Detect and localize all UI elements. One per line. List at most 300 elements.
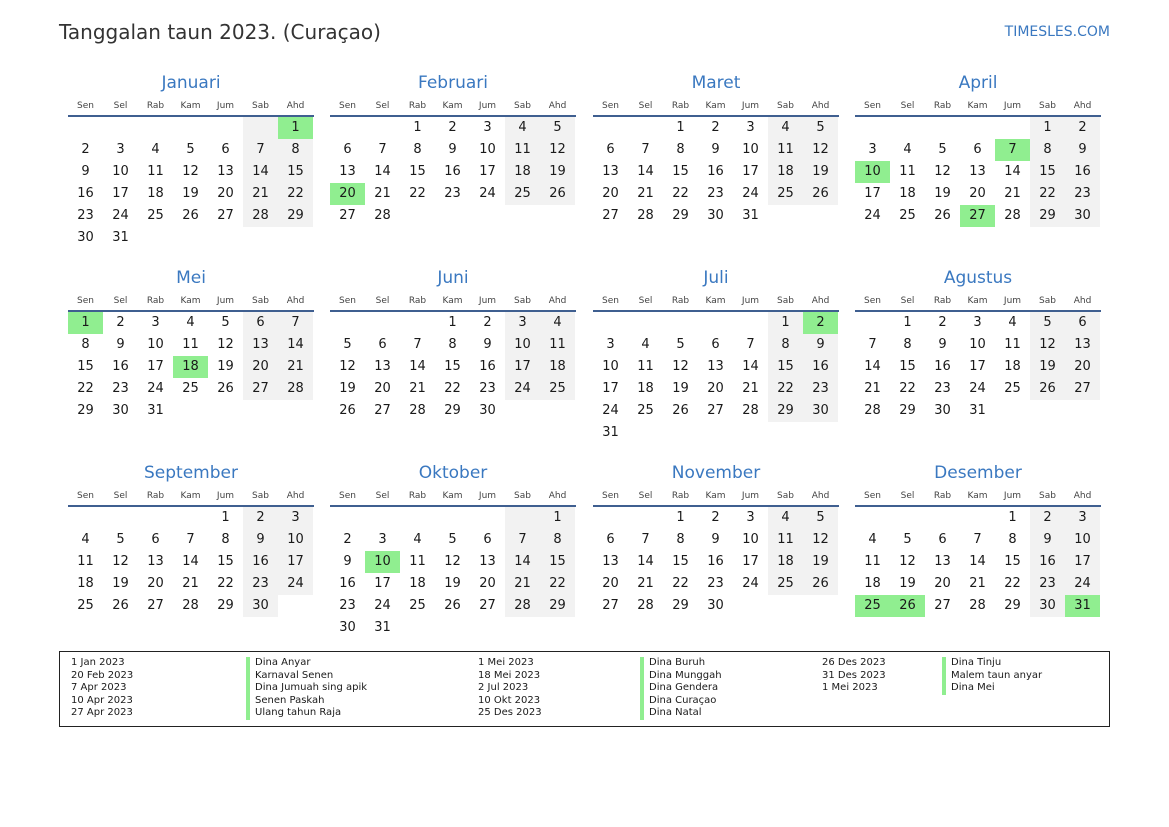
weekday-label: Kam (967, 491, 988, 501)
weekday-label: Ahd (1073, 491, 1092, 501)
day-cell: 30 (1030, 595, 1065, 617)
weekday-label: Sab (252, 491, 269, 501)
empty-cell (470, 507, 505, 529)
month-name: Mei (176, 268, 206, 288)
week-row (330, 334, 576, 356)
day-cell: 26 (672, 403, 689, 418)
week-row (855, 529, 1101, 551)
day-cell: 26 (934, 208, 951, 223)
week-row (593, 595, 839, 617)
weekday-label: Sen (339, 491, 356, 501)
legend-date: 10 Okt 2023 (478, 694, 541, 706)
weekday-label: Sel (638, 101, 653, 111)
day-cell: 23 (707, 186, 724, 201)
month-days (330, 117, 576, 227)
month-november (593, 462, 839, 617)
day-cell: 9 (1065, 139, 1100, 161)
day-cell: 3 (606, 337, 615, 352)
day-cell: 25 (505, 183, 540, 205)
day-cell: 13 (339, 164, 356, 179)
day-cell: 12 (934, 164, 951, 179)
week-row (330, 617, 576, 639)
day-cell: 16 (479, 359, 496, 374)
weekday-label: Sab (252, 101, 269, 111)
legend-holiday-name: Senen Paskah (246, 695, 367, 708)
day-cell: 13 (969, 164, 986, 179)
day-cell: 9 (711, 532, 720, 547)
day-cell: 28 (864, 403, 881, 418)
day-cell: 29 (768, 400, 803, 422)
day-cell: 20 (479, 576, 496, 591)
day-cell: 23 (803, 378, 838, 400)
empty-cell (243, 227, 278, 249)
day-cell: 4 (903, 142, 912, 157)
day-cell: 13 (602, 554, 619, 569)
day-cell: 14 (637, 164, 654, 179)
weekday-label: Sen (864, 101, 881, 111)
day-cell: 10 (479, 142, 496, 157)
weekday-header (593, 101, 839, 117)
weekday-label: Rab (671, 101, 690, 111)
weekday-label: Sel (113, 101, 128, 111)
day-cell: 22 (768, 378, 803, 400)
day-cell: 16 (339, 576, 356, 591)
day-cell: 27 (217, 208, 234, 223)
day-cell: 17 (969, 359, 986, 374)
day-cell: 3 (746, 510, 755, 525)
day-cell: 10 (147, 337, 164, 352)
day-cell: 27 (147, 598, 164, 613)
day-cell: 4 (413, 532, 422, 547)
day-cell: 21 (505, 573, 540, 595)
day-cell: 8 (1008, 532, 1017, 547)
holiday-cell: 27 (960, 205, 995, 227)
weekday-header (330, 101, 576, 117)
legend-holiday-name: Dina Jumuah sing apik (246, 682, 367, 695)
day-cell: 9 (448, 142, 457, 157)
week-row (68, 400, 314, 422)
legend-holiday-name: Dina Munggah (640, 670, 722, 683)
day-cell: 12 (182, 164, 199, 179)
day-cell: 16 (707, 164, 724, 179)
month-name: Januari (161, 73, 221, 93)
month-name: Februari (418, 73, 488, 93)
empty-cell (540, 400, 575, 422)
day-cell: 28 (637, 208, 654, 223)
legend-date: 10 Apr 2023 (71, 694, 133, 706)
day-cell: 15 (409, 164, 426, 179)
legend-holiday-name: Dina Mei (942, 682, 1042, 695)
month-days (68, 117, 314, 249)
empty-cell (330, 117, 365, 139)
empty-cell (733, 422, 768, 444)
weekday-label: Kam (180, 491, 201, 501)
day-cell: 24 (602, 403, 619, 418)
weekday-label: Ahd (811, 491, 830, 501)
legend-date: 1 Jan 2023 (71, 657, 125, 668)
day-cell: 12 (339, 359, 356, 374)
day-cell: 11 (409, 554, 426, 569)
weekday-label: Rab (408, 491, 427, 501)
empty-cell (960, 507, 995, 529)
day-cell: 26 (540, 183, 575, 205)
week-row (855, 334, 1101, 356)
empty-cell (138, 227, 173, 249)
day-cell: 19 (339, 381, 356, 396)
day-cell: 22 (77, 381, 94, 396)
legend-date: 31 Des 2023 (822, 669, 886, 681)
weekday-label: Sab (1039, 491, 1056, 501)
day-cell: 7 (973, 532, 982, 547)
day-cell: 25 (540, 378, 575, 400)
day-cell: 13 (934, 554, 951, 569)
day-cell: 9 (803, 334, 838, 356)
weekday-label: Kam (705, 296, 726, 306)
day-cell: 29 (1004, 598, 1021, 613)
weekday-label: Jum (216, 491, 235, 501)
legend-holiday-name: Malem taun anyar (942, 670, 1042, 683)
day-cell: 7 (641, 532, 650, 547)
week-row (68, 227, 314, 249)
day-cell: 13 (479, 554, 496, 569)
day-cell: 6 (221, 142, 230, 157)
month-days (593, 117, 839, 227)
weekday-label: Kam (180, 296, 201, 306)
day-cell: 26 (803, 183, 838, 205)
holiday-cell: 25 (855, 595, 890, 617)
day-cell: 11 (637, 359, 654, 374)
day-cell: 11 (147, 164, 164, 179)
week-row (593, 551, 839, 573)
week-row (593, 422, 839, 444)
day-cell: 28 (637, 598, 654, 613)
day-cell: 25 (768, 183, 803, 205)
empty-cell (593, 312, 628, 334)
day-cell: 31 (112, 230, 129, 245)
day-cell: 29 (899, 403, 916, 418)
day-cell: 16 (112, 359, 129, 374)
holiday-cell: 31 (1065, 595, 1100, 617)
day-cell: 25 (409, 598, 426, 613)
day-cell: 10 (1065, 529, 1100, 551)
day-cell: 18 (505, 161, 540, 183)
day-cell: 13 (1065, 334, 1100, 356)
day-cell: 1 (676, 120, 685, 135)
weekday-label: Jum (478, 491, 497, 501)
day-cell: 23 (112, 381, 129, 396)
empty-cell (173, 227, 208, 249)
day-cell: 29 (672, 598, 689, 613)
day-cell: 30 (934, 403, 951, 418)
day-cell: 5 (1030, 312, 1065, 334)
day-cell: 22 (672, 576, 689, 591)
day-cell: 5 (803, 117, 838, 139)
day-cell: 1 (768, 312, 803, 334)
week-row (855, 205, 1101, 227)
day-cell: 25 (1004, 381, 1021, 396)
day-cell: 7 (641, 142, 650, 157)
week-row (593, 378, 839, 400)
day-cell: 7 (378, 142, 387, 157)
day-cell: 24 (969, 381, 986, 396)
day-cell: 22 (1030, 183, 1065, 205)
day-cell: 2 (1030, 507, 1065, 529)
page-title: Tanggalan taun 2023. (Curaçao) (59, 20, 381, 44)
day-cell: 2 (448, 120, 457, 135)
empty-cell (173, 117, 208, 139)
day-cell: 26 (444, 598, 461, 613)
day-cell: 18 (864, 576, 881, 591)
day-cell: 28 (505, 595, 540, 617)
week-row (330, 551, 576, 573)
empty-cell (995, 400, 1030, 422)
weekday-label: Sel (638, 296, 653, 306)
day-cell: 24 (1065, 573, 1100, 595)
month-oktober (330, 462, 576, 639)
month-name: April (958, 73, 998, 93)
legend-date: 27 Apr 2023 (71, 707, 133, 718)
empty-cell (925, 117, 960, 139)
day-cell: 3 (505, 312, 540, 334)
day-cell: 25 (182, 381, 199, 396)
day-cell: 13 (707, 359, 724, 374)
day-cell: 26 (1030, 378, 1065, 400)
day-cell: 2 (81, 142, 90, 157)
day-cell: 13 (147, 554, 164, 569)
month-agustus (855, 267, 1101, 422)
month-name: September (144, 463, 238, 483)
day-cell: 14 (409, 359, 426, 374)
legend-date: 1 Mei 2023 (478, 657, 534, 668)
day-cell: 3 (116, 142, 125, 157)
empty-cell (593, 117, 628, 139)
week-row (68, 312, 314, 334)
day-cell: 17 (742, 554, 759, 569)
week-row (593, 507, 839, 529)
day-cell: 14 (182, 554, 199, 569)
day-cell: 2 (483, 315, 492, 330)
day-cell: 4 (81, 532, 90, 547)
legend-date: 1 Mei 2023 (822, 682, 878, 693)
month-days (855, 117, 1101, 227)
month-days (593, 312, 839, 444)
day-cell: 27 (1065, 378, 1100, 400)
day-cell: 21 (243, 183, 278, 205)
day-cell: 28 (243, 205, 278, 227)
day-cell: 11 (1004, 337, 1021, 352)
empty-cell (803, 595, 838, 617)
legend-holiday-name: Dina Gendera (640, 682, 722, 695)
weekday-header (68, 296, 314, 312)
day-cell: 9 (938, 337, 947, 352)
empty-cell (855, 507, 890, 529)
day-cell: 16 (934, 359, 951, 374)
week-row (855, 573, 1101, 595)
day-cell: 6 (483, 532, 492, 547)
day-cell: 30 (339, 620, 356, 635)
legend-date: 25 Des 2023 (478, 707, 542, 718)
empty-cell (540, 617, 575, 639)
weekday-header (855, 491, 1101, 507)
day-cell: 5 (186, 142, 195, 157)
week-row (68, 334, 314, 356)
day-cell: 30 (707, 598, 724, 613)
day-cell: 11 (768, 529, 803, 551)
day-cell: 6 (711, 337, 720, 352)
day-cell: 11 (182, 337, 199, 352)
month-days (330, 312, 576, 422)
day-cell: 22 (899, 381, 916, 396)
empty-cell (890, 117, 925, 139)
week-row (593, 312, 839, 334)
day-cell: 29 (444, 403, 461, 418)
day-cell: 15 (444, 359, 461, 374)
day-cell: 13 (217, 164, 234, 179)
week-row (330, 400, 576, 422)
day-cell: 19 (1030, 356, 1065, 378)
week-row (593, 117, 839, 139)
empty-cell (435, 205, 470, 227)
day-cell: 8 (676, 532, 685, 547)
day-cell: 15 (768, 356, 803, 378)
day-cell: 23 (1065, 183, 1100, 205)
day-cell: 19 (899, 576, 916, 591)
empty-cell (470, 617, 505, 639)
day-cell: 19 (803, 551, 838, 573)
day-cell: 8 (221, 532, 230, 547)
day-cell: 9 (116, 337, 125, 352)
day-cell: 16 (1030, 551, 1065, 573)
holiday-cell: 18 (173, 356, 208, 378)
day-cell: 4 (151, 142, 160, 157)
empty-cell (208, 117, 243, 139)
day-cell: 27 (934, 598, 951, 613)
empty-cell (733, 595, 768, 617)
day-cell: 10 (969, 337, 986, 352)
weekday-label: Sab (252, 296, 269, 306)
week-row (330, 356, 576, 378)
day-cell: 31 (742, 208, 759, 223)
week-row (330, 117, 576, 139)
weekday-label: Sel (638, 491, 653, 501)
empty-cell (400, 205, 435, 227)
weekday-label: Rab (671, 296, 690, 306)
day-cell: 17 (147, 359, 164, 374)
empty-cell (768, 422, 803, 444)
empty-cell (628, 312, 663, 334)
day-cell: 17 (278, 551, 313, 573)
day-cell: 11 (864, 554, 881, 569)
month-name: Agustus (943, 268, 1013, 288)
week-row (68, 205, 314, 227)
month-days (593, 507, 839, 617)
day-cell: 3 (483, 120, 492, 135)
legend-holiday-name: Karnaval Senen (246, 670, 367, 683)
day-cell: 8 (1030, 139, 1065, 161)
holiday-cell: 10 (365, 551, 400, 573)
day-cell: 14 (278, 334, 313, 356)
week-row (855, 161, 1101, 183)
holiday-legend (59, 651, 1110, 727)
day-cell: 10 (505, 334, 540, 356)
day-cell: 7 (505, 529, 540, 551)
weekday-label: Sab (514, 296, 531, 306)
empty-cell (960, 117, 995, 139)
day-cell: 9 (483, 337, 492, 352)
day-cell: 15 (278, 161, 313, 183)
weekday-header (593, 491, 839, 507)
day-cell: 23 (243, 573, 278, 595)
day-cell: 21 (742, 381, 759, 396)
day-cell: 21 (278, 356, 313, 378)
month-februari (330, 72, 576, 227)
day-cell: 7 (278, 312, 313, 334)
weekday-label: Rab (408, 296, 427, 306)
weekday-header (330, 296, 576, 312)
day-cell: 9 (1030, 529, 1065, 551)
brand-link[interactable]: TIMESLES.COM (1004, 24, 1110, 40)
day-cell: 19 (672, 381, 689, 396)
week-row (68, 183, 314, 205)
weekday-label: Sel (375, 296, 390, 306)
week-row (330, 378, 576, 400)
day-cell: 23 (707, 576, 724, 591)
weekday-label: Rab (408, 101, 427, 111)
day-cell: 28 (278, 378, 313, 400)
day-cell: 18 (637, 381, 654, 396)
day-cell: 19 (112, 576, 129, 591)
empty-cell (208, 400, 243, 422)
weekday-label: Sab (777, 296, 794, 306)
day-cell: 4 (186, 315, 195, 330)
legend-names-col-3 (942, 657, 1042, 695)
day-cell: 2 (711, 510, 720, 525)
month-mei (68, 267, 314, 422)
day-cell: 1 (1030, 117, 1065, 139)
day-cell: 8 (413, 142, 422, 157)
day-cell: 29 (540, 595, 575, 617)
legend-dates-col-1 (71, 657, 133, 720)
day-cell: 31 (374, 620, 391, 635)
day-cell: 6 (973, 142, 982, 157)
empty-cell (698, 312, 733, 334)
day-cell: 28 (182, 598, 199, 613)
day-cell: 1 (540, 507, 575, 529)
day-cell: 2 (243, 507, 278, 529)
week-row (855, 595, 1101, 617)
day-cell: 9 (81, 164, 90, 179)
day-cell: 18 (77, 576, 94, 591)
day-cell: 22 (217, 576, 234, 591)
week-row (855, 356, 1101, 378)
week-row (330, 183, 576, 205)
weekday-header (855, 296, 1101, 312)
day-cell: 23 (479, 381, 496, 396)
day-cell: 31 (147, 403, 164, 418)
week-row (68, 356, 314, 378)
day-cell: 22 (278, 183, 313, 205)
month-name: Juli (703, 268, 729, 288)
day-cell: 24 (278, 573, 313, 595)
day-cell: 7 (186, 532, 195, 547)
day-cell: 25 (768, 573, 803, 595)
weekday-label: Kam (442, 101, 463, 111)
empty-cell (365, 117, 400, 139)
day-cell: 24 (864, 208, 881, 223)
weekday-label: Sen (77, 101, 94, 111)
month-september (68, 462, 314, 617)
day-cell: 14 (505, 551, 540, 573)
